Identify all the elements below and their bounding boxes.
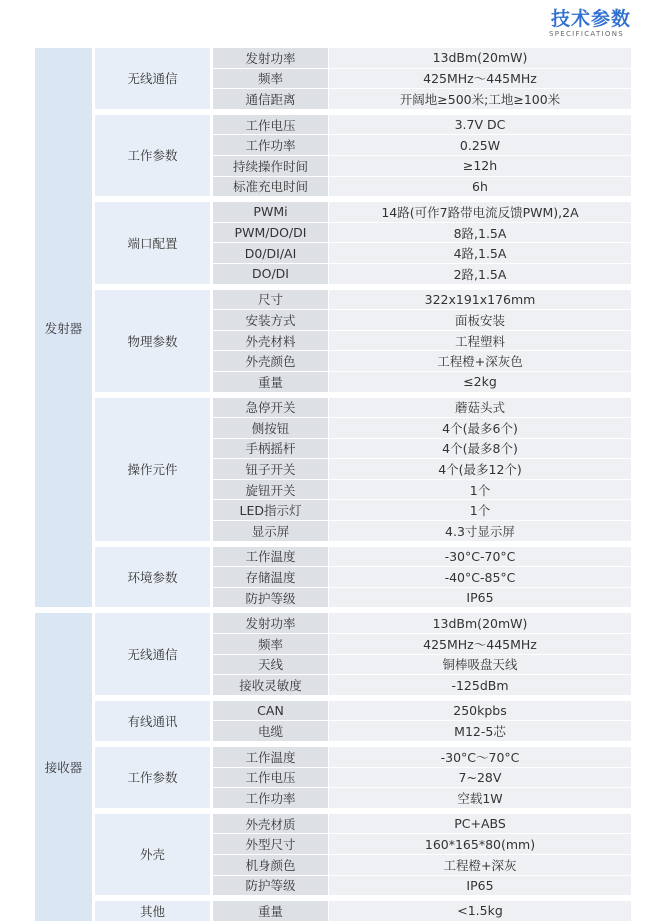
- param-name: 频率: [213, 634, 329, 655]
- group-label: 无线通信: [95, 613, 213, 695]
- param-value: 2路,1.5A: [329, 264, 631, 285]
- param-value: M12-5芯: [329, 721, 631, 742]
- param-value: 开阔地≥500米;工地≥100米: [329, 89, 631, 110]
- spec-row: [35, 202, 631, 223]
- param-name: 外壳材质: [213, 814, 329, 835]
- spec-row: [35, 747, 631, 768]
- param-name: 尺寸: [213, 290, 329, 311]
- param-name: 标准充电时间: [213, 177, 329, 198]
- param-value: 4个(最多6个): [329, 418, 631, 439]
- param-name: 发射功率: [213, 48, 329, 69]
- spec-row: [35, 115, 631, 136]
- spec-row: [35, 701, 631, 722]
- param-name: 安装方式: [213, 310, 329, 331]
- param-value: 250kpbs: [329, 701, 631, 722]
- param-value: IP65: [329, 588, 631, 609]
- param-name: 外壳颜色: [213, 351, 329, 372]
- param-value: 322x191x176mm: [329, 290, 631, 311]
- section-label: 接收器: [35, 613, 95, 921]
- param-name: 存储温度: [213, 567, 329, 588]
- param-name: 钮子开关: [213, 459, 329, 480]
- param-name: 工作功率: [213, 788, 329, 809]
- group-label: 端口配置: [95, 202, 213, 284]
- param-value: ≤2kg: [329, 372, 631, 393]
- param-value: 4.3寸显示屏: [329, 521, 631, 542]
- param-name: 持续操作时间: [213, 156, 329, 177]
- param-name: 重量: [213, 901, 329, 922]
- param-value: 425MHz～445MHz: [329, 634, 631, 655]
- param-value: -40°C-85°C: [329, 567, 631, 588]
- param-value: 6h: [329, 177, 631, 198]
- param-name: 通信距离: [213, 89, 329, 110]
- param-name: 外壳材料: [213, 331, 329, 352]
- param-value: 空载1W: [329, 788, 631, 809]
- param-name: 机身颜色: [213, 855, 329, 876]
- param-name: 侧按钮: [213, 418, 329, 439]
- param-name: 外型尺寸: [213, 834, 329, 855]
- param-value: ≥12h: [329, 156, 631, 177]
- param-value: 1个: [329, 500, 631, 521]
- param-name: 工作功率: [213, 135, 329, 156]
- param-value: 7~28V: [329, 768, 631, 789]
- param-name: LED指示灯: [213, 500, 329, 521]
- group-label: 外壳: [95, 814, 213, 896]
- param-name: 工作温度: [213, 747, 329, 768]
- param-value: 425MHz～445MHz: [329, 69, 631, 90]
- group-label: 其他: [95, 901, 213, 922]
- page-header: [0, 0, 649, 48]
- param-value: 工程塑料: [329, 331, 631, 352]
- param-value: IP65: [329, 876, 631, 897]
- group-label: 环境参数: [95, 547, 213, 609]
- group-label: 物理参数: [95, 290, 213, 393]
- param-name: 防护等级: [213, 588, 329, 609]
- param-name: 工作电压: [213, 115, 329, 136]
- param-value: 8路,1.5A: [329, 223, 631, 244]
- spec-row: [35, 48, 631, 69]
- spec-row: [35, 290, 631, 311]
- spec-row: [35, 547, 631, 568]
- param-value: 面板安装: [329, 310, 631, 331]
- param-value: 3.7V DC: [329, 115, 631, 136]
- param-name: 显示屏: [213, 521, 329, 542]
- param-value: -30°C～70°C: [329, 747, 631, 768]
- param-value: 160*165*80(mm): [329, 834, 631, 855]
- param-value: 4路,1.5A: [329, 243, 631, 264]
- param-value: 1个: [329, 480, 631, 501]
- param-value: 工程橙+深灰色: [329, 351, 631, 372]
- param-name: PWM/DO/DI: [213, 223, 329, 244]
- param-value: 4个(最多8个): [329, 439, 631, 460]
- page-title: 技术参数: [550, 8, 631, 30]
- group-label: 有线通讯: [95, 701, 213, 742]
- param-name: DO/DI: [213, 264, 329, 285]
- page-subtitle: SPECIFICATIONS: [549, 30, 624, 38]
- param-name: 旋钮开关: [213, 480, 329, 501]
- spec-row: [35, 814, 631, 835]
- param-value: PC+ABS: [329, 814, 631, 835]
- group-label: 工作参数: [95, 115, 213, 197]
- param-value: 14路(可作7路带电流反馈PWM),2A: [329, 202, 631, 223]
- param-value: 13dBm(20mW): [329, 48, 631, 69]
- param-value: 0.25W: [329, 135, 631, 156]
- param-name: 工作温度: [213, 547, 329, 568]
- spec-table: [35, 48, 631, 922]
- param-value: -125dBm: [329, 675, 631, 696]
- section-label: 发射器: [35, 48, 95, 608]
- group-label: 无线通信: [95, 48, 213, 110]
- param-value: 铜棒吸盘天线: [329, 655, 631, 676]
- param-name: 工作电压: [213, 768, 329, 789]
- param-name: 天线: [213, 655, 329, 676]
- param-name: 重量: [213, 372, 329, 393]
- param-name: D0/DI/AI: [213, 243, 329, 264]
- spec-row: [35, 613, 631, 634]
- param-name: 电缆: [213, 721, 329, 742]
- param-name: 手柄摇杆: [213, 439, 329, 460]
- param-value: 13dBm(20mW): [329, 613, 631, 634]
- param-name: 防护等级: [213, 876, 329, 897]
- spec-row: [35, 398, 631, 419]
- param-value: 蘑菇头式: [329, 398, 631, 419]
- param-name: 发射功率: [213, 613, 329, 634]
- param-name: CAN: [213, 701, 329, 722]
- group-label: 操作元件: [95, 398, 213, 542]
- spec-row: [35, 901, 631, 922]
- param-name: 频率: [213, 69, 329, 90]
- param-name: PWMi: [213, 202, 329, 223]
- param-value: <1.5kg: [329, 901, 631, 922]
- param-name: 急停开关: [213, 398, 329, 419]
- param-value: -30°C-70°C: [329, 547, 631, 568]
- param-value: 4个(最多12个): [329, 459, 631, 480]
- param-value: 工程橙+深灰: [329, 855, 631, 876]
- spec-table-body: [35, 48, 631, 922]
- group-label: 工作参数: [95, 747, 213, 809]
- param-name: 接收灵敏度: [213, 675, 329, 696]
